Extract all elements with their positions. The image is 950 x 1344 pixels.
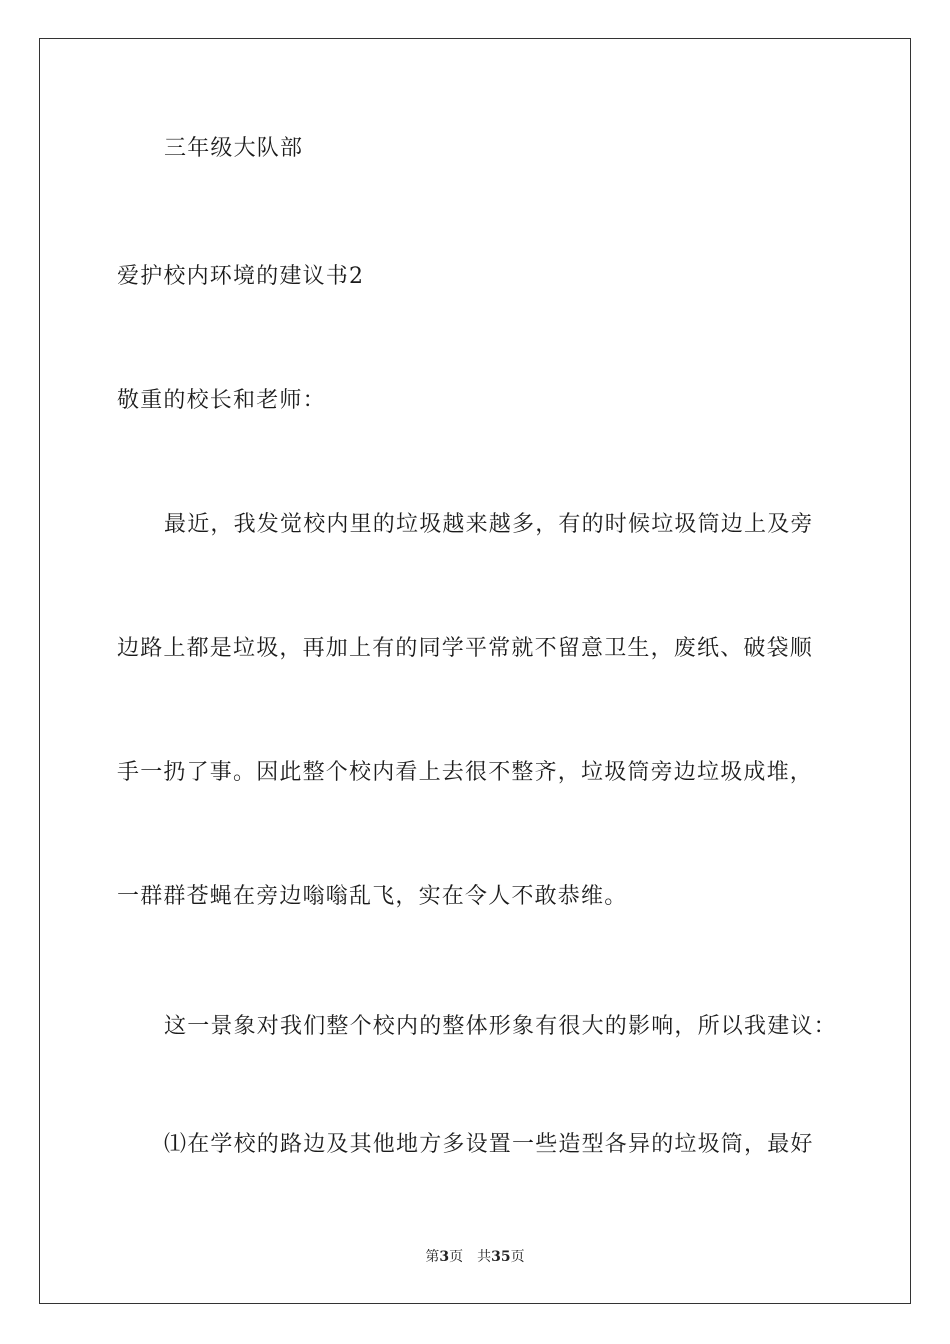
paragraph-line: 手一扔了事。因此整个校内看上去很不整齐，垃圾筒旁边垃圾成堆， — [117, 760, 814, 785]
footer-page-unit: 页 — [449, 1249, 464, 1265]
section-title: 爱护校内环境的建议书2 — [117, 264, 365, 289]
salutation: 敬重的校长和老师： — [117, 388, 326, 413]
paragraph-line: 边路上都是垃圾，再加上有的同学平常就不留意卫生，废纸、破袋顺 — [117, 636, 814, 661]
footer-total-unit: 页 — [510, 1249, 525, 1265]
footer-total-prefix: 共 — [477, 1249, 492, 1265]
paragraph-line: 这一景象对我们整个校内的整体形象有很大的影响，所以我建议： — [164, 1014, 837, 1039]
footer-page-total: 35 — [491, 1249, 511, 1265]
page-footer — [0, 1247, 950, 1267]
page-frame — [39, 38, 911, 1304]
footer-page-current: 3 — [439, 1249, 450, 1265]
paragraph-line: 最近，我发觉校内里的垃圾越来越多，有的时候垃圾筒边上及旁 — [164, 512, 814, 537]
signature-line: 三年级大队部 — [164, 136, 304, 161]
paragraph-line: 一群群苍蝇在旁边嗡嗡乱飞，实在令人不敢恭维。 — [117, 884, 628, 909]
paragraph-line: ⑴在学校的路边及其他地方多设置一些造型各异的垃圾筒，最好 — [164, 1132, 814, 1157]
footer-page-prefix: 第 — [425, 1249, 440, 1265]
